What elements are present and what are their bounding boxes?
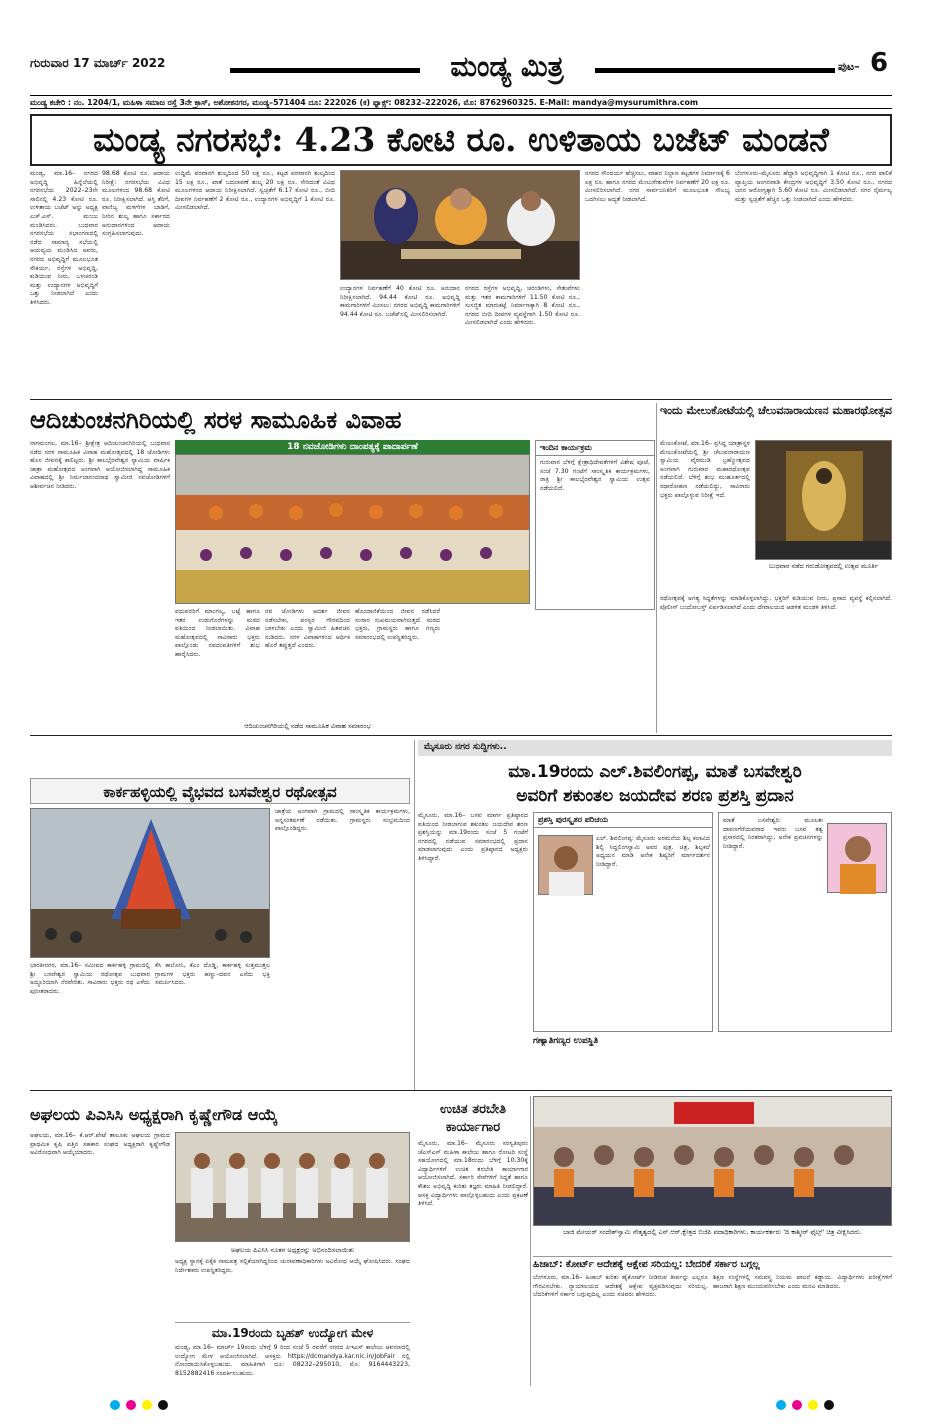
lead-col4: ನಗರದ ರಸ್ತೆಗಳ ಅಭಿವೃದ್ಧಿ, ಚರಂಡಿಗಳು, ಸೇತುವೆಗಳು ಮತ್ತು ಇತರ ಕಾಮಗಾರಿಗಳಿಗೆ 11.50 ಕೋಟಿ ರೂ., ಸುಸಜ್ಜಿತ ಮಾರುಕಟ್ಟೆ ನಿರ್ಮಾಣಕ್ಕಾಗಿ 8 ಕೋಟಿ ರೂ., ನಗರದ ಬೀದಿ ದೀಪಗಳ ವ್ಯವಸ್ಥೆಗಾಗಿ 1.50 ಕೋಟಿ ರೂ. ಮೀಸಲಿಡಲಾಗಿದೆ ಎಂದು ಹೇಳಿದರು. xyxy=(465,285,580,327)
registration-mark-magenta xyxy=(126,1400,136,1410)
story4-headline-1: ಮಾ.19ರಂದು ಎಲ್.ಶಿವಲಿಂಗಪ್ಪ, ಮಾತೆ ಬಸವೇಶ್ವರಿ xyxy=(508,762,802,782)
wedding-photo-image xyxy=(176,455,530,604)
masthead-right-rule xyxy=(595,68,835,73)
section-mysuru-label: ಮೈಸೂರು ನಗರ ಸುದ್ದಿಗಳು.. xyxy=(424,742,507,752)
lead-col6: ಬೆಂಗಳೂರು–ಮೈಸೂರು ಹೆದ್ದಾರಿ ಅಭಿವೃದ್ಧಿಗಾಗಿ 1 ಕೋಟಿ ರೂ., ನಗರ ಪಾಲಿಕೆ ವ್ಯಾಪ್ತಿಯ ಅಂಗನವಾಡಿ ಕೇಂದ್ರಗಳ ಅಭಿವೃದ್ಧಿಗೆ 3.50 ಕೋಟಿ ರೂ., ನಗರದ ಜನರ ಆರೋಗ್ಯಕ್ಕಾಗಿ 5.60 ಕೋಟಿ ರೂ. ಮೀಸಲಿಡಲಾಗಿದೆ. ನಗರ ನೈರ್ಮಲ್ಯ ಮತ್ತು ಸ್ವಚ್ಛತೆಗೆ ಹೆಚ್ಚಿನ ಒತ್ತು ನೀಡಲಾಗಿದೆ ಎಂದು ಹೇಳಿದರು. xyxy=(735,170,892,203)
story9-caption: ಬಾಜಿ ಮೇಯರ್ ಸಂದೇಶ್‌ಸ್ವಾಮಿ ನೇತೃತ್ವದಲ್ಲಿ ಎನ್.ಆರ್.ಕ್ಷೇತ್ರದ ಬಿಜೆಪಿ ಪದಾಧಿಕಾರಿಗಳು, ಕಾರ್ಯಕರ್ತರು 'ದಿ ಕಾಶ್ಮೀರ್ ಫೈಲ್ಸ್' ಚಿತ್ರ ವೀಕ್ಷಿಸಿದರು. xyxy=(563,1228,862,1236)
registration-mark-cyan xyxy=(776,1400,786,1410)
story8-headline-1: ಉಚಿತ ತರಬೇತಿ xyxy=(440,1102,506,1117)
story9-headline: ಹಿಜಾಬ್: ಕೋರ್ಟ್ ಆದೇಶಕ್ಕೆ ಆಕ್ಷೇಪ ಸರಿಯಲ್ಲ: ಬೇದರಿಕೆ ಸರ್ಕಾರ ಬಗ್ಗಲ್ಲ xyxy=(533,1256,892,1272)
story6-text2: ಅಧ್ಯಕ್ಷ ಸ್ಥಾನಕ್ಕೆ ಏಕೈಕ ನಾಮಪತ್ರ ಸಲ್ಲಿಕೆಯಾಗಿದ್ದರಿಂದ ಚುನಾವಣಾಧಿಕಾರಿಗಳು ಅವಿರೋಧ ಆಯ್ಕೆ ಘೋಷಿಸಿದರು. ಸಂಘದ ನಿರ್ದೇಶಕರು ಉಪಸ್ಥಿತರಿದ್ದರು. xyxy=(175,1258,410,1274)
story2-banner xyxy=(175,440,530,454)
story5-text2: ಕೆಸಿ ಕಾಲೋನಿ, ಕೆಎಂ ದೊಡ್ಡಿ, ಕಾರ್ಕಹಳ್ಳಿ ಸುತ್ತಮುತ್ತಲ ಗ್ರಾಮಗಳ ಭಕ್ತರು ಹಣ್ಣು–ದವನ ಎಸೆದು ಭಕ್ತಿ ಸಮರ್ಪಿಸಿದರು. xyxy=(155,962,270,987)
story2-photo xyxy=(175,454,530,604)
lead-headline: ಮಂಡ್ಯ ನಗರಸಭೆ: 4.23 ಕೋಟಿ ರೂ. ಉಳಿತಾಯ ಬಜೆಟ್ ಮಂಡನೆ xyxy=(30,114,892,166)
lead-photo xyxy=(340,170,580,280)
temple-photo-image xyxy=(756,441,892,560)
chariot-photo-image xyxy=(31,809,270,958)
award-title: ಪ್ರಶಸ್ತಿ ಪುರಸ್ಕೃತರ ಪರಿಚಯ xyxy=(534,813,712,828)
story7-text: ಮಂಡ್ಯ, ಮಾ.16– ಮಾರ್ಚ್ 19ರಂದು ಬೆಳಿಗ್ಗೆ 9 ರಿಂದ ಸಂಜೆ 5 ರವರೆಗೆ ನಗರದ ಪಿಇಎಸ್ ಕಾಲೇಜು ಆವರಣದಲ್ಲಿ ಉದ್ಯೋಗ ಮೇಳ ಆಯೋಜಿಸಲಾಗಿದೆ. ಆಸಕ್ತರು https://dcmandya.kar.nic.in/JobFair ನಲ್ಲಿ ನೋಂದಾಯಿಸಿಕೊಳ್ಳಬಹುದು. ಮಾಹಿತಿಗಾಗಿ ದೂ: 08232–295010, ಮೊ: 9164443223, 8152882416 ಸಂಪರ್ಕಿಸಬಹುದು. xyxy=(175,1344,410,1377)
divider xyxy=(30,735,892,736)
story9-text: ಬೆಂಗಳೂರು, ಮಾ.16– ಹಿಜಾಬ್ ಕುರಿತು ಹೈಕೋರ್ಟ್ ನೀಡಿರುವ ತೀರ್ಪನ್ನು ಎಲ್ಲರೂ ಗೌರವಿಸಬೇಕು. ನ್ಯಾಯಾಲಯದ ಆದೇಶಕ್ಕೆ ಆಕ್ಷೇಪ ವ್ಯಕ್ತಪಡಿಸುವುದು ಸರಿಯಲ್ಲ. ಬೆದರಿಕೆಗಳಿಗೆ ಸರ್ಕಾರ ಬಗ್ಗುವುದಿಲ್ಲ ಎಂದು ಸಚಿವರು ಹೇಳಿದರು. xyxy=(533,1274,708,1299)
pacs-photo-image xyxy=(176,1133,410,1242)
story3-caption: ಬುಧವಾರ ನಡೆದ ಗರುಡೋತ್ಸವದಲ್ಲಿ ಉತ್ಸವ ಮೂರ್ತಿ xyxy=(768,562,879,570)
lead-col3: ಉದ್ಯಾನಗಳ ನಿರ್ವಹಣೆಗೆ 40 ಕೋಟಿ ರೂ. ಅನುದಾನ ನಿರೀಕ್ಷಿಸಲಾಗಿದೆ. 94.44 ಕೋಟಿ ರೂ. ಅಭಿವೃದ್ಧಿ ಕಾಮಗಾರಿಗಳಿಗೆ ಮೀಸಲು: ನಗರದ ಅಭಿವೃದ್ಧಿ ಕಾಮಗಾರಿಗಳಿಗೆ 94.44 ಕೋಟಿ ರೂ. ಬಜೆಟ್‌ನಲ್ಲಿ ಮೀಸಲಿರಿಸಲಾಗಿದೆ. xyxy=(340,285,460,318)
program-box xyxy=(535,440,655,610)
office-line: ಮಂಡ್ಯ ಕಚೇರಿ : ನಂ. 1204/1, ಮಹಿಳಾ ಸಮಾಜ ರಸ್ತೆ 3ನೇ ಕ್ರಾಸ್, ಅಶೋಕನಗರ, ಮಂಡ್ಯ–571404 ದೂ: 222026 (ಕ) ಫ್ಯಾಕ್ಸ್: 08232–222026, ಮೊ: 8762960325. E-Mail: mandya@mysurumithra.com xyxy=(30,95,892,109)
story3-photo xyxy=(755,440,892,560)
story7-headline: ಮಾ.19ರಂದು ಬೃಹತ್ ಉದ್ಯೋಗ ಮೇಳ xyxy=(175,1322,410,1342)
story5-text3: ಜಾತ್ರೆಯ ಅಂಗವಾಗಿ ಗ್ರಾಮದಲ್ಲಿ ಸಾಂಸ್ಕೃತಿಕ ಕಾರ್ಯಕ್ರಮಗಳು, ಅನ್ನಸಂತರ್ಪಣೆ ನಡೆಯಿತು. ಗ್ರಾಮಸ್ಥರು ಸಂಭ್ರಮದಿಂದ ಪಾಲ್ಗೊಂಡಿದ್ದರು. xyxy=(275,808,410,833)
story4-headline-2: ಅವರಿಗೆ ಶಕುಂತಲ ಜಯದೇವ ಶರಣ ಪ್ರಶಸ್ತಿ ಪ್ರದಾನ xyxy=(516,786,794,806)
story2-col1: ನಾಗಮಂಗಲ, ಮಾ.16– ಶ್ರೀಕ್ಷೇತ್ರ ಆದಿಚುಂಚನಗಿರಿಯಲ್ಲಿ ಬುಧವಾರ ನಡೆದ ಸರಳ ಸಾಮೂಹಿಕ ವಿವಾಹ ಮಹೋತ್ಸವದಲ್ಲಿ 18 ಜೋಡಿಗಳು ಹೊಸ ಜೀವನಕ್ಕೆ ಕಾಲಿಟ್ಟರು. ಶ್ರೀ ಕಾಲಭೈರವೇಶ್ವರ ಸ್ವಾಮಿಯ ವಾರ್ಷಿಕ ಜಾತ್ರಾ ಮಹೋತ್ಸವದ ಅಂಗವಾಗಿ ಆಯೋಜಿಸಲಾಗಿದ್ದ ಸಾಮೂಹಿಕ ವಿವಾಹದಲ್ಲಿ ಶ್ರೀ ನಿರ್ಮಲಾನಂದನಾಥ ಸ್ವಾಮೀಜಿ ನವಜೋಡಿಗಳಿಗೆ ಆಶೀರ್ವಚನ ನೀಡಿದರು. xyxy=(30,440,170,490)
page-number: 6 xyxy=(870,48,889,78)
story6-headline: ಅಘಲಯ ಪಿಎಸಿಸಿ ಅಧ್ಯಕ್ಷರಾಗಿ ಕೃಷ್ಣೇಗೌಡ ಆಯ್ಕೆ xyxy=(30,1105,278,1124)
awardee1-text: ಎಲ್. ಶಿವಲಿಂಗಪ್ಪ: ಮೈಸೂರು ಅರಮನೆಯ ಶಿಲ್ಪ ಕಲಾವಿದ ಶಿಲ್ಪಿ ಸಿದ್ದಲಿಂಗಸ್ವಾಮಿ ಅವರ ಪುತ್ರ. ಚಿತ್ರ, ಶಿಲ್ಪಕಲೆ ಅಧ್ಯಯನ ಮಾಡಿ ಅನೇಕ ಶಿಷ್ಯರಿಗೆ ಮಾರ್ಗದರ್ಶನ ನೀಡಿದ್ದಾರೆ. xyxy=(596,835,710,868)
awardee2-text: ಮಾತೆ ಬಸವೇಶ್ವರಿ: ಮೂಲತಃ ದಾವಣಗೆರೆಯವರಾದ ಇವರು ಬಸವ ತತ್ವ ಪ್ರಸಾರದಲ್ಲಿ ನಿರತರಾಗಿದ್ದು, ಅನೇಕ ಪ್ರವಚನಗಳನ್ನು ನೀಡಿದ್ದಾರೆ. xyxy=(723,817,823,850)
group-photo-image xyxy=(534,1097,892,1226)
story6-photo xyxy=(175,1132,410,1242)
story8-text2: ಸರ್ಕಾರಿ ಸೇವೆಗಳಿಗೆ ಸಿದ್ಧತೆ ಹಾಗೂ ಕೌಶಲ ಅಭಿವೃದ್ಧಿ ಕುರಿತು ತಜ್ಞರು ಮಾಹಿತಿ ನೀಡಲಿದ್ದಾರೆ. ಆಸಕ್ತ ವಿದ್ಯಾರ್ಥಿಗಳು ಪಾಲ್ಗೊಳ್ಳಬಹುದು ಎಂದು ಪ್ರಕಟಣೆ ತಿಳಿಸಿದೆ. xyxy=(418,1174,528,1208)
lead-col1b: 98.68 ಕೋಟಿ ರೂ. ಆದಾಯ ನಿರೀಕ್ಷೆ: ನಗರಸಭೆಯ ವಿವಿಧ ಮೂಲಗಳಿಂದ 98.68 ಕೋಟಿ ರೂ. ನಿರೀಕ್ಷಿಸಲಾಗಿದೆ. ಆಸ್ತಿ ತೆರಿಗೆ, ವಾಣಿಜ್ಯ ಮಳಿಗೆಗಳ ಬಾಡಿಗೆ, ನೀರಿನ ಶುಲ್ಕ ಹಾಗೂ ಸರ್ಕಾರದ ಅನುದಾನಗಳಿಂದ ಆದಾಯ ಸಂಗ್ರಹಿಸಲಾಗುವುದು. xyxy=(102,170,170,238)
story5-headline: ಕಾರ್ಕಹಳ್ಳಿಯಲ್ಲಿ ವೈಭವದ ಬಸವೇಶ್ವರ ರಥೋತ್ಸವ xyxy=(30,778,410,804)
column-rule xyxy=(530,1096,531,1386)
story2-col2: ವಧುವರರಿಗೆ ಮಾಂಗಲ್ಯ, ಬಟ್ಟೆ ಹಾಗೂ ಇತರ ಉಡುಗೊರೆಗಳನ್ನು ಮಠದ ವತಿಯಿಂದ ನೀಡಲಾಯಿತು. ವಿವಾಹ ಮಹೋತ್ಸವದಲ್ಲಿ ಸಾವಿರಾರು ಭಕ್ತರು ಪಾಲ್ಗೊಂಡು ನವದಂಪತಿಗಳಿಗೆ ಶುಭ ಹಾರೈಸಿದರು. xyxy=(175,608,260,658)
masthead-left-rule xyxy=(230,68,420,73)
divider xyxy=(30,1090,892,1091)
program-title: ಇಂದಿನ ಕಾರ್ಯಕ್ರಮ xyxy=(536,441,654,456)
lead-col1: ಮಂಡ್ಯ, ಮಾ.16– ನಗರದ ಅಭಿವೃದ್ಧಿ ಹಿನ್ನೆಲೆಯಲ್ಲಿ ನಗರಸಭೆಯ 2022–23ನೇ ಸಾಲಿನಲ್ಲಿ 4.23 ಕೋಟಿ ರೂ. ಉಳಿತಾಯ ಬಜೆಟ್ ಅನ್ನು ಅಧ್ಯಕ್ಷ ಎಚ್.ಎಸ್. ಮಂಜು ಮಂಡಿಸಿದರು. ಬುಧವಾರ ನಗರಸಭೆಯ ಸಭಾಂಗಣದಲ್ಲಿ ನಡೆದ ಸಾಮಾನ್ಯ ಸಭೆಯಲ್ಲಿ ಆಯವ್ಯಯ ಮಂಡಿಸಿದ ಅವರು, ನಗರದ ಅಭಿವೃದ್ಧಿಗೆ ಮೂಲಭೂತ ಸೌಕರ್ಯ, ರಸ್ತೆಗಳ ಅಭಿವೃದ್ಧಿ, ಕುಡಿಯುವ ನೀರು, ಒಳಚರಂಡಿ ಮತ್ತು ಉದ್ಯಾನಗಳ ಅಭಿವೃದ್ಧಿಗೆ ಒತ್ತು ನೀಡಲಾಗಿದೆ ಎಂದು ತಿಳಿಸಿದರು. xyxy=(30,170,98,306)
awardee1-portrait xyxy=(538,835,593,895)
registration-mark-magenta xyxy=(792,1400,802,1410)
story8-headline-2: ಕಾರ್ಯಾಗಾರ xyxy=(445,1120,501,1135)
registration-mark-black xyxy=(824,1400,834,1410)
lead-col2: ಉದ್ದಿಮೆ ಪರವಾನಗಿ ಶುಲ್ಕದಿಂದ 50 ಲಕ್ಷ ರೂ., ಕಟ್ಟಡ ಪರವಾನಗಿ ಶುಲ್ಕದಿಂದ 15 ಲಕ್ಷ ರೂ., ಖಾತೆ ಬದಲಾವಣೆ ಶುಲ್ಕ 20 ಲಕ್ಷ ರೂ. ಸೇರಿದಂತೆ ವಿವಿಧ ಮೂಲಗಳಿಂದ ಆದಾಯ ನಿರೀಕ್ಷಿಸಲಾಗಿದೆ. ಸ್ವಚ್ಛತೆಗೆ 6.17 ಕೋಟಿ ರೂ., ಬೀದಿ ದೀಪಗಳ ನಿರ್ವಹಣೆಗೆ 2 ಕೋಟಿ ರೂ., ಉದ್ಯಾನಗಳ ಅಭಿವೃದ್ಧಿಗೆ 1 ಕೋಟಿ ರೂ. ಮೀಸಲಿಡಲಾಗಿದೆ. xyxy=(175,170,335,212)
story5-photo xyxy=(30,808,270,958)
section-mysuru xyxy=(418,740,892,756)
story4-section-head: ಗಣ್ಯಾತಿಗಣ್ಯರ ಉಪಸ್ಥಿತಿ xyxy=(533,1036,599,1046)
story3-headline: ಇಂದು ಮೇಲುಕೋಟೆಯಲ್ಲಿ ಚೆಲುವನಾರಾಯಣನ ಮಹಾರಥೋತ್ಸವ xyxy=(660,404,892,417)
awardee2-portrait xyxy=(827,823,887,893)
story4-text: ಮೈಸೂರು, ಮಾ.16– ಬಸವ ಮಾರ್ಗ ಪ್ರತಿಷ್ಠಾನದ ವತಿಯಿಂದ ನೀಡಲಾಗುವ ಶಕುಂತಲ ಜಯದೇವ ಶರಣ ಪ್ರಶಸ್ತಿಯನ್ನು ಮಾ.19ರಂದು ಸಂಜೆ 5 ಗಂಟೆಗೆ ನಗರದಲ್ಲಿ ನಡೆಯುವ ಸಮಾರಂಭದಲ್ಲಿ ಪ್ರದಾನ ಮಾಡಲಾಗುವುದು ಎಂದು ಪ್ರತಿಷ್ಠಾನದ ಅಧ್ಯಕ್ಷರು ತಿಳಿಸಿದ್ದಾರೆ. xyxy=(418,812,528,862)
masthead xyxy=(30,50,892,90)
awardee2-box xyxy=(718,812,892,1032)
story3-text2: ರಥೋತ್ಸವಕ್ಕೆ ಅಗತ್ಯ ಸಿದ್ಧತೆಗಳನ್ನು ಮಾಡಿಕೊಳ್ಳಲಾಗಿದ್ದು, ಭಕ್ತರಿಗೆ ಕುಡಿಯುವ ನೀರು, ಪ್ರಸಾದ ವ್ಯವಸ್ಥೆ ಕಲ್ಪಿಸಲಾಗಿದೆ. ಪೊಲೀಸ್ ಬಂದೋಬಸ್ತ್ ಏರ್ಪಡಿಸಲಾಗಿದೆ ಎಂದು ದೇವಾಲಯದ ಆಡಳಿತ ಮಂಡಳಿ ತಿಳಿಸಿದೆ. xyxy=(660,595,892,611)
story2-banner-text: 18 ನವಜೋಡಿಗಳು ದಾಂಪತ್ಯಕ್ಕೆ ಪಾದಾರ್ಪಣೆ xyxy=(287,442,418,452)
story9-text2: ಶಿಕ್ಷಣ ಸಂಸ್ಥೆಗಳಲ್ಲಿ ಸಮವಸ್ತ್ರ ನಿಯಮ ಪಾಲನೆ ಕಡ್ಡಾಯ. ವಿದ್ಯಾರ್ಥಿಗಳು ಪರೀಕ್ಷೆಗಳಿಗೆ ಹಾಜರಾಗಿ ಶಿಕ್ಷಣ ಮುಂದುವರಿಸಬೇಕು ಎಂದು ಮನವಿ ಮಾಡಿದರು. xyxy=(713,1274,892,1290)
program-text: ಗುರುವಾರ ಬೆಳಿಗ್ಗೆ ಕ್ಷೇತ್ರಾಧಿದೇವತೆಗಳಿಗೆ ವಿಶೇಷ ಪೂಜೆ, ಸಂಜೆ 7.30 ಗಂಟೆಗೆ ಸಾಂಸ್ಕೃತಿಕ ಕಾರ್ಯಕ್ರಮಗಳು, ರಾತ್ರಿ ಶ್ರೀ ಕಾಲಭೈರವೇಶ್ವರ ಸ್ವಾಮಿಯ ಉತ್ಸವ ನಡೆಯಲಿದೆ. xyxy=(540,459,650,492)
lead-col5: ನಗರದ ಸೌಂದರ್ಯ ಹೆಚ್ಚಿಸಲು, ವಾಹನ ನಿಲ್ದಾಣ ಕಟ್ಟಡಗಳ ನಿರ್ಮಾಣಕ್ಕೆ 6 ಲಕ್ಷ ರೂ. ಹಾಗೂ ನಗರದ ಮೇಲುಸೇತುವೆಗಳ ನಿರ್ವಹಣೆಗೆ 20 ಲಕ್ಷ ರೂ. ಮೀಸಲಿರಿಸಲಾಗಿದೆ. ನಗರ ಸಾರ್ವಜನಿಕರಿಗೆ ಮೂಲಭೂತ ಸೌಲಭ್ಯ ಒದಗಿಸಲು ಆದ್ಯತೆ ನೀಡಲಾಗಿದೆ. xyxy=(585,170,730,203)
story5-text: ಭಾರತೀನಗರ, ಮಾ.16– ಸಮೀಪದ ಕಾರ್ಕಹಳ್ಳಿ ಗ್ರಾಮದಲ್ಲಿ ಶ್ರೀ ಬಸವೇಶ್ವರ ಸ್ವಾಮಿಯ ರಥೋತ್ಸವ ಬುಧವಾರ ಅದ್ಧೂರಿಯಾಗಿ ನೆರವೇರಿತು. ಸಾವಿರಾರು ಭಕ್ತರು ರಥ ಎಳೆದು ಪುನೀತರಾದರು. xyxy=(30,962,150,995)
registration-mark-cyan xyxy=(110,1400,120,1410)
masthead-title: ಮಂಡ್ಯ ಮಿತ್ರ xyxy=(450,50,564,83)
story9-photo xyxy=(533,1096,892,1226)
page-label: ಪುಟ– xyxy=(838,60,860,73)
registration-mark-yellow xyxy=(142,1400,152,1410)
story2-headline: ಆದಿಚುಂಚನಗಿರಿಯಲ್ಲಿ ಸರಳ ಸಾಮೂಹಿಕ ವಿವಾಹ xyxy=(30,405,402,434)
registration-mark-black xyxy=(158,1400,168,1410)
column-rule xyxy=(656,403,657,733)
story2-caption: ಆದಿಚುಂಚನಗಿರಿಯಲ್ಲಿ ನಡೆದ ಸಾಮೂಹಿಕ ವಿವಾಹ ಸಮಾರಂಭ xyxy=(244,722,371,730)
story2-col4: ಹೊಂದಾಣಿಕೆಯಿಂದ ಜೀವನ ನಡೆಸಿದರೆ ಸಂಸಾರ ಸುಖಮಯವಾಗಿರುತ್ತದೆ. ಮಠದ ಭಕ್ತರು, ಗ್ರಾಮಸ್ಥರು ಹಾಗೂ ಗಣ್ಯರು ಸಮಾರಂಭದಲ್ಲಿ ಉಪಸ್ಥಿತರಿದ್ದರು. xyxy=(355,608,440,641)
story8-text: ಮೈಸೂರು, ಮಾ.16– ಮೈಸೂರು ಸರಸ್ವತಿಪುರಂ ಜೆಎಸ್‌ಎಸ್ ಮಹಿಳಾ ಕಾಲೇಜು ಹಾಗೂ ರೋಟರಿ ಸಂಸ್ಥೆ ಸಹಯೋಗದಲ್ಲಿ ಮಾ.18ರಂದು ಬೆಳಿಗ್ಗೆ 10.30ಕ್ಕೆ ವಿದ್ಯಾರ್ಥಿಗಳಿಗೆ ಉಚಿತ ತರಬೇತಿ ಕಾರ್ಯಾಗಾರ ಆಯೋಜಿಸಲಾಗಿದೆ. xyxy=(418,1140,528,1182)
story6-text: ಅಘಲಯ, ಮಾ.16– ಕೆ.ಆರ್.ಪೇಟೆ ತಾಲೂಕು ಅಘಲಯ ಗ್ರಾಮದ ಪ್ರಾಥಮಿಕ ಕೃಷಿ ಪತ್ತಿನ ಸಹಕಾರ ಸಂಘದ ಅಧ್ಯಕ್ಷರಾಗಿ ಕೃಷ್ಣೇಗೌಡ ಅವಿರೋಧವಾಗಿ ಆಯ್ಕೆಯಾದರು. xyxy=(30,1132,170,1157)
registration-mark-yellow xyxy=(808,1400,818,1410)
lead-photo-image xyxy=(341,171,580,280)
masthead-date: ಗುರುವಾರ 17 ಮಾರ್ಚ್ 2022 xyxy=(30,56,166,70)
story6-caption: ಅಘಲಯ ಪಿಎಸಿಸಿ ನೂತನ ಅಧ್ಯಕ್ಷರನ್ನು ಅಭಿನಂದಿಸಲಾಯಿತು xyxy=(230,1246,355,1254)
story3-text: ಮೇಲುಕೋಟೆ, ಮಾ.16– ಪ್ರಸಿದ್ಧ ಯಾತ್ರಾಸ್ಥಳ ಮೇಲುಕೋಟೆಯಲ್ಲಿ ಶ್ರೀ ಚೆಲುವನಾರಾಯಣ ಸ್ವಾಮಿಯ ವೈರಮುಡಿ ಬ್ರಹ್ಮೋತ್ಸವದ ಅಂಗವಾಗಿ ಗುರುವಾರ ಮಹಾರಥೋತ್ಸವ ನಡೆಯಲಿದೆ. ಬೆಳಿಗ್ಗೆ ಶುಭ ಮುಹೂರ್ತದಲ್ಲಿ ರಥಾರೋಹಣ ನಡೆಯಲಿದ್ದು, ಸಾವಿರಾರು ಭಕ್ತರು ಪಾಲ್ಗೊಳ್ಳುವ ನಿರೀಕ್ಷೆ ಇದೆ. xyxy=(660,440,750,499)
story2-col3: ನವ ಜೋಡಿಗಳು ಆದರ್ಶ ಜೀವನ ನಡೆಸಬೇಕು, ಪರಸ್ಪರ ಗೌರವದಿಂದ ಬಾಳಬೇಕು ಎಂದು ಸ್ವಾಮೀಜಿ ಹಿತವಚನ ನುಡಿದರು. ಸರಳ ವಿವಾಹಗಳಿಂದ ಆರ್ಥಿಕ ಹೊರೆ ತಪ್ಪುತ್ತದೆ ಎಂದರು. xyxy=(265,608,350,650)
award-box xyxy=(533,812,713,1032)
divider xyxy=(30,399,892,400)
column-rule xyxy=(414,740,415,1090)
